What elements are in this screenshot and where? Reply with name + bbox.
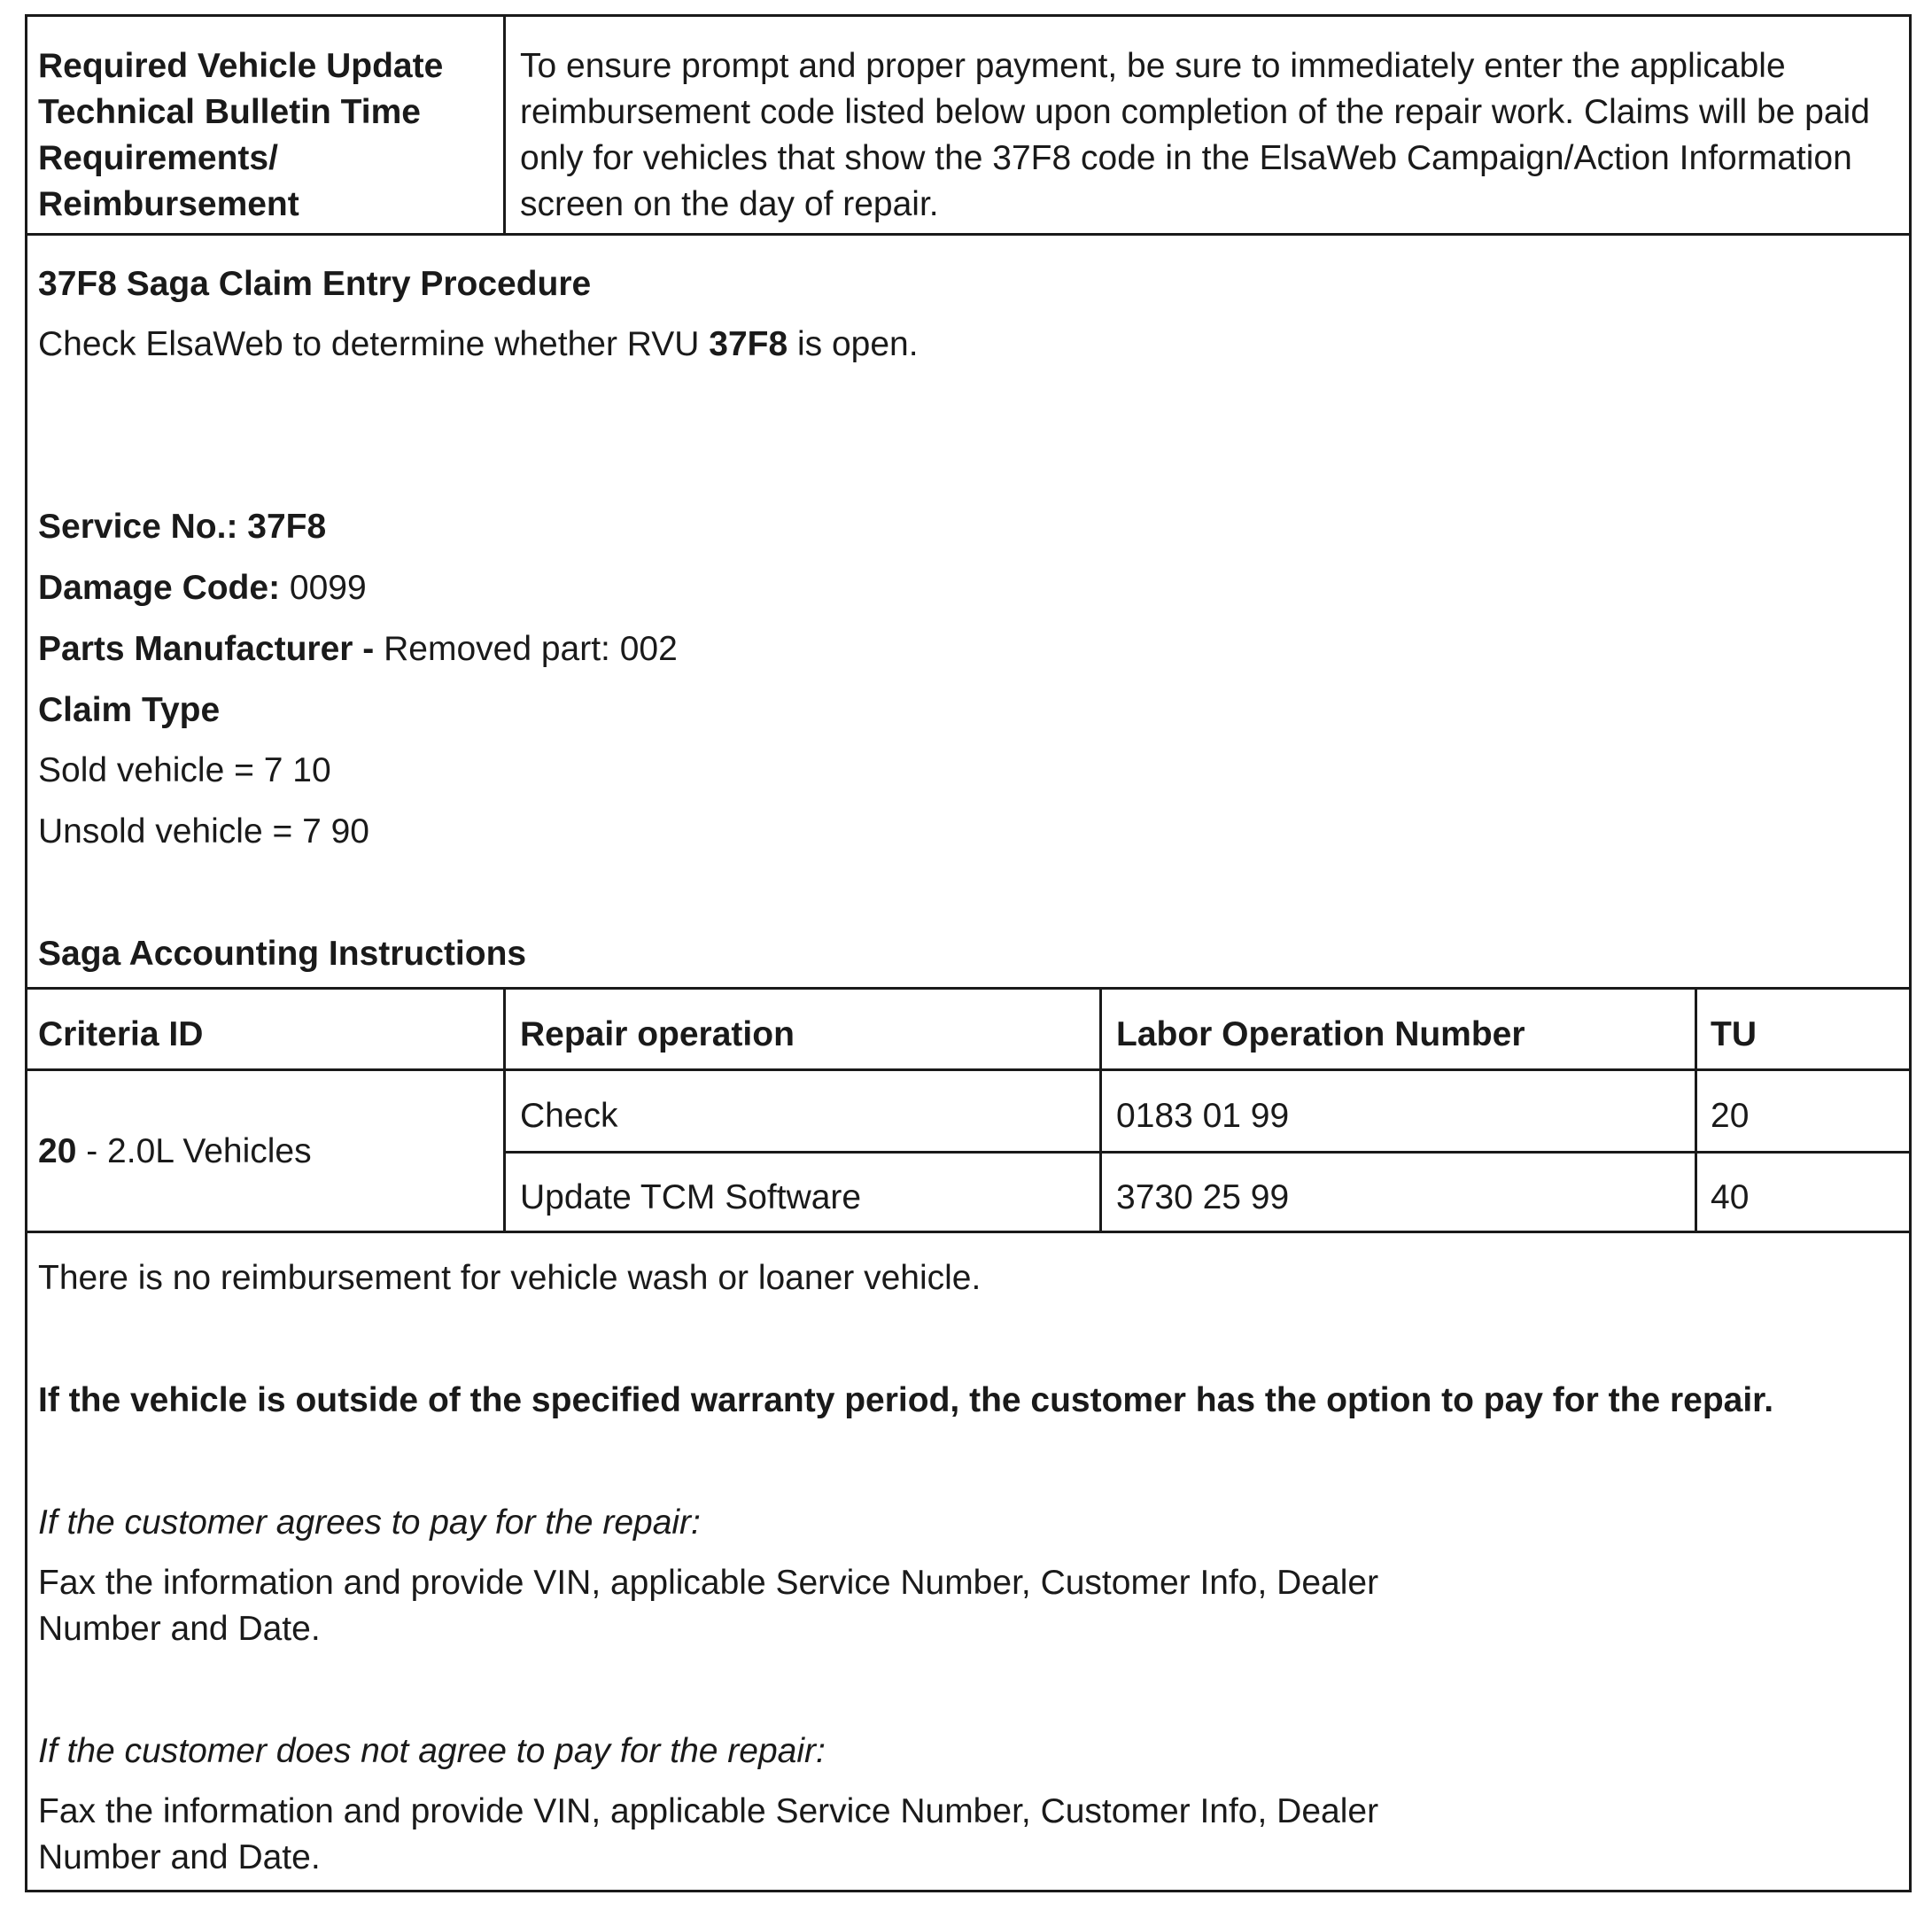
table-row-2-tu: 40: [1711, 1178, 1750, 1216]
warranty-note: If the vehicle is outside of the specified warranty period, the customer has the option to pay for the repair.: [38, 1381, 1774, 1419]
claim-type-label: Claim Type: [38, 691, 221, 729]
damage-code-line: [38, 565, 367, 611]
table-rule: [506, 1151, 1909, 1154]
reimbursement-instructions: To ensure prompt and proper payment, be sure to immediately enter the applicable reimbursement code listed below upon completion of the repair work. Claims will be paid only for vehicles that show the 37F8 code in the ElsaWeb Campaign/Action Information screen on the day of repair.: [520, 47, 1870, 223]
bulletin-document: [25, 14, 1912, 1892]
column-header-criteria-id: Criteria ID: [38, 1015, 204, 1053]
requirements-title: Required Vehicle Update Technical Bulletin Time Requirements/ Reimbursement: [38, 47, 444, 223]
customer-declines-heading: If the customer does not agree to pay for the repair:: [38, 1732, 826, 1770]
column-header-labor-operation-number: Labor Operation Number: [1116, 1015, 1525, 1053]
parts-value: Removed part: 002: [374, 630, 678, 668]
table-rule: [27, 1068, 1909, 1071]
column-header-tu: TU: [1711, 1015, 1757, 1053]
customer-agrees-line-2: Number and Date.: [38, 1610, 321, 1648]
no-reimbursement-note: There is no reimbursement for vehicle wash or loaner vehicle.: [38, 1259, 982, 1297]
criteria-id-cell: [38, 1129, 312, 1175]
parts-manufacturer-line: [38, 626, 678, 672]
table-row-1-tu: 20: [1711, 1097, 1750, 1135]
check-suffix: is open.: [788, 325, 919, 363]
table-rule: [27, 1231, 1909, 1233]
requirements-header-row: [27, 17, 1909, 236]
check-prefix: Check ElsaWeb to determine whether RVU: [38, 325, 710, 363]
column-header-repair-operation: Repair operation: [520, 1015, 795, 1053]
table-column-rule: [1695, 987, 1697, 1233]
table-rule: [27, 987, 1909, 990]
requirements-header-label-cell: [27, 17, 506, 233]
table-row-2-operation: Update TCM Software: [520, 1178, 862, 1216]
unsold-vehicle-code: Unsold vehicle = 7 90: [38, 812, 369, 851]
sold-vehicle-code: Sold vehicle = 7 10: [38, 751, 331, 789]
customer-declines-line-1: Fax the information and provide VIN, applicable Service Number, Customer Info, Dealer: [38, 1792, 1379, 1830]
accounting-heading: Saga Accounting Instructions: [38, 935, 527, 973]
parts-label: Parts Manufacturer -: [38, 630, 375, 668]
customer-agrees-line-1: Fax the information and provide VIN, applicable Service Number, Customer Info, Dealer: [38, 1564, 1379, 1602]
table-column-rule: [503, 987, 506, 1233]
procedure-check-line: [38, 322, 919, 368]
customer-agrees-heading: If the customer agrees to pay for the repair:: [38, 1503, 701, 1542]
table-row-1-labor-op: 0183 01 99: [1116, 1097, 1290, 1135]
damage-code-label: Damage Code:: [38, 569, 281, 607]
customer-declines-line-2: Number and Date.: [38, 1838, 321, 1876]
criteria-id-number: 20: [38, 1132, 77, 1170]
damage-code-value: 0099: [280, 569, 367, 607]
table-column-rule: [1099, 987, 1102, 1233]
check-code: 37F8: [709, 325, 788, 363]
procedure-heading: 37F8 Saga Claim Entry Procedure: [38, 265, 592, 303]
service-number: Service No.: 37F8: [38, 508, 327, 546]
table-row-1-operation: Check: [520, 1097, 618, 1135]
criteria-id-description: - 2.0L Vehicles: [76, 1132, 312, 1170]
table-row-2-labor-op: 3730 25 99: [1116, 1178, 1290, 1216]
